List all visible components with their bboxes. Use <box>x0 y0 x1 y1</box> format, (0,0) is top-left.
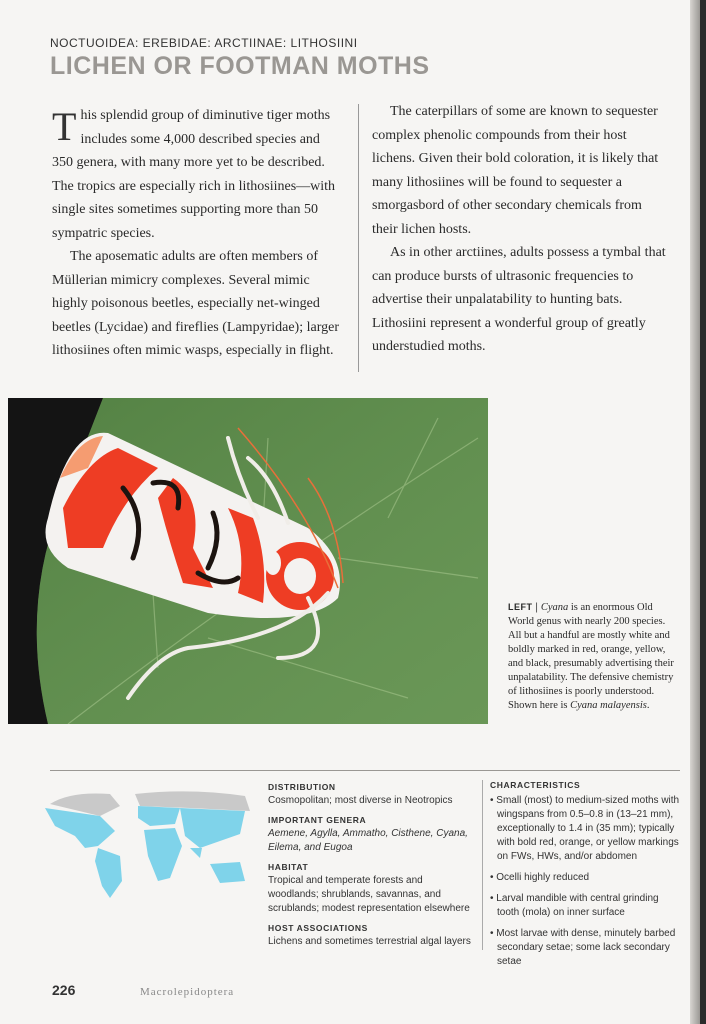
genera-heading: IMPORTANT GENERA <box>268 815 367 825</box>
hosts-value: Lichens and sometimes terrestrial algal layers <box>268 936 471 947</box>
habitat-value: Tropical and temperate forests and woodlands; shrublands, savannas, and scrublands; modest representation elsewhere <box>268 875 470 914</box>
caption-species: Cyana malayensis <box>570 700 647 711</box>
list-item: • Most larvae with dense, minutely barbed secondary setae; some lack secondary setae <box>490 928 676 967</box>
page-number: 226 <box>52 982 76 998</box>
characteristics-panel <box>490 778 680 976</box>
photo-caption <box>508 600 678 713</box>
characteristics-heading: CHARACTERISTICS <box>490 780 581 790</box>
distribution-heading: DISTRIBUTION <box>268 782 336 792</box>
caption-separator: | <box>535 602 538 613</box>
distribution-value: Cosmopolitan; most diverse in Neotropics <box>268 795 453 806</box>
section-divider <box>50 770 680 771</box>
genera-value: Aemene, Agylla, Ammatho, Cisthene, Cyana, Eilema, and Eugoa <box>268 828 468 853</box>
info-panel <box>268 780 474 949</box>
info-divider <box>482 780 483 950</box>
paragraph-mimicry: The aposematic adults are often members of Müllerian mimicry complexes. Several mimic highly poisonous beetles, especially net-winged beetles (Lycidae) and fireflies (Lampyridae); larger lithosiines often mimic wasps, especially in flight. <box>52 249 339 358</box>
taxonomy-kicker: NOCTUOIDEA: EREBIDAE: ARCTIINAE: LITHOSIINI <box>50 36 358 50</box>
text-column-left <box>52 104 342 363</box>
paragraph-intro-text: his splendid group of diminutive tiger moths includes some 4,000 described species and 350 genera, with many more yet to be described. The tropics are especially rich in lithosiines—with single sites sometimes supporting more than 50 sympatric species. <box>52 108 336 241</box>
list-item: • Ocelli highly reduced <box>490 872 590 883</box>
list-item: • Larval mandible with central grinding tooth (mola) on inner surface <box>490 893 659 918</box>
page-edge <box>690 0 700 1024</box>
moth-photo <box>8 398 488 724</box>
caption-label: LEFT <box>508 602 533 612</box>
caption-end: . <box>646 700 650 711</box>
distribution-map <box>40 786 260 906</box>
caption-genus: Cyana <box>540 602 569 613</box>
paragraph-tymbal: As in other arctiines, adults possess a tymbal that can produce bursts of ultrasonic frequencies to advertise their unpalatability to hunting bats. Lithosiini represent a wonderful group of greatly understudied moths. <box>372 245 666 354</box>
paragraph-caterpillars: The caterpillars of some are known to sequester complex phenolic compounds from their host lichens. Given their bold coloration, it is likely that many lithosiines will be found to sequester a smorgasbord of other secondary chemicals from their lichen hosts. <box>372 104 659 237</box>
text-column-right <box>372 100 668 359</box>
characteristics-list <box>490 794 680 969</box>
drop-cap: T <box>52 104 77 149</box>
hosts-heading: HOST ASSOCIATIONS <box>268 923 368 933</box>
caption-text: is an enormous Old World genus with nearly 200 species. All but a handful are mostly white and boldly marked in red, orange, yellow, and black, presumably advertising their unpalatability. The defensive chemistry of lithosiines is poorly understood. Shown here is <box>508 602 674 711</box>
habitat-heading: HABITAT <box>268 862 309 872</box>
list-item: • Small (most) to medium-sized moths with wingspans from 0.5–0.8 in (13–21 mm), exceptionally to 1.4 in (35 mm); typically with bold red, orange, or yellow markings on FWs, HWs, and/or abdomen <box>490 795 680 862</box>
paragraph-intro <box>52 104 342 245</box>
running-head: Macrolepidoptera <box>140 986 235 998</box>
column-divider <box>358 104 359 372</box>
page-title: LICHEN OR FOOTMAN MOTHS <box>50 52 430 80</box>
